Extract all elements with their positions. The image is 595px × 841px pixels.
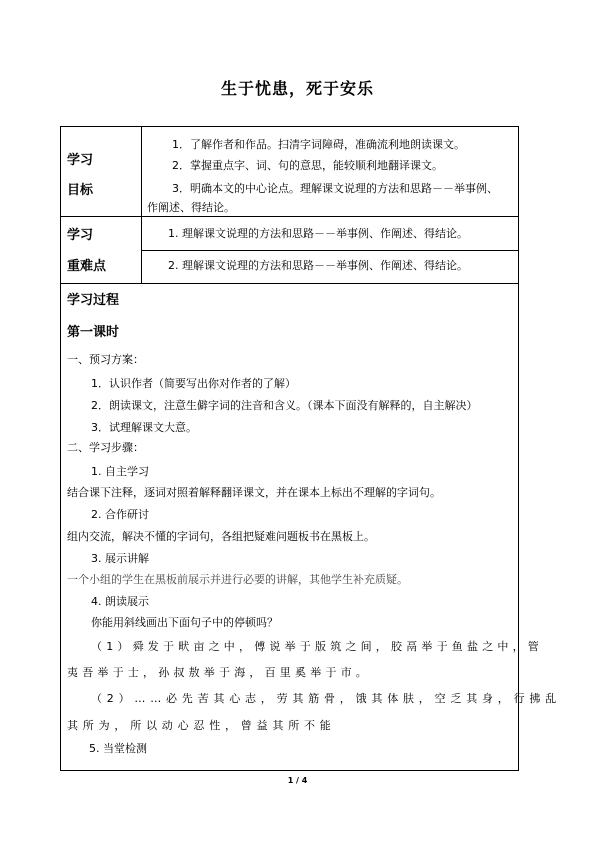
- sentence-2-line1: （2）……必先苦其心志，劳其筋骨，饿其体肤，空乏其身，行拂乱: [91, 692, 561, 705]
- preview-item-3: 3．试理解课文大意。: [91, 421, 197, 434]
- objectives-label-2: 目标: [67, 183, 94, 198]
- preview-heading: 一、预习方案：: [67, 353, 144, 366]
- row-divider-keypoints: [61, 283, 518, 284]
- steps-heading: 二、学习步骤：: [67, 441, 144, 454]
- sentence-2-line2: 其所为，所以动心忍性，曾益其所不能: [67, 719, 336, 732]
- lesson-heading: 第一课时: [67, 325, 120, 340]
- sentence-1-line1: （1）舜发于畎亩之中，傅说举于版筑之间，胶鬲举于鱼盐之中，管: [91, 640, 543, 653]
- row-divider-objectives: [61, 216, 518, 217]
- keypoint-item-1: 1. 理解课文说理的方法和思路－－举事例、作阐述、得结论。: [168, 227, 468, 240]
- step-1-title: 1. 自主学习: [91, 465, 149, 478]
- keypoints-label-1: 学习: [67, 228, 94, 243]
- keypoints-inner-divider: [141, 250, 518, 251]
- keypoints-label-2: 重难点: [67, 259, 107, 274]
- step-1-text: 结合课下注释，逐词对照着解释翻译课文，并在课本上标出不理解的字词句。: [67, 486, 441, 499]
- step-4-question: 你能用斜线画出下面句子中的停顿吗？: [91, 616, 278, 629]
- process-heading: 学习过程: [67, 293, 120, 308]
- keypoint-item-2: 2. 理解课文说理的方法和思路－－举事例、作阐述、得结论。: [168, 259, 468, 272]
- step-5-title: 5. 当堂检测: [89, 742, 147, 755]
- step-3-title: 3. 展示讲解: [91, 552, 149, 565]
- step-2-text: 组内交流，解决不懂的字词句，各组把疑难问题板书在黑板上。: [67, 530, 375, 543]
- step-2-title: 2. 合作研讨: [91, 508, 149, 521]
- step-4-title: 4. 朗读展示: [91, 595, 149, 608]
- objective-item-3-line1: 3．明确本文的中心论点。理解课文说理的方法和思路－－举事例、: [172, 182, 498, 195]
- preview-item-1: 1．认识作者（简要写出你对作者的了解）: [91, 377, 296, 390]
- page-number: 1 / 4: [287, 776, 308, 785]
- sentence-1-line2: 夷吾举于士，孙叔敖举于海，百里奚举于市。: [67, 666, 371, 679]
- column-divider: [141, 127, 142, 283]
- page-title: 生于忧患，死于安乐: [220, 79, 374, 98]
- preview-item-2: 2．朗读课文，注意生僻字词的注音和含义。（课本下面没有解释的，自主解决）: [91, 399, 478, 412]
- objective-item-1: 1．了解作者和作品。扫清字词障碍，准确流利地朗读课文。: [172, 138, 465, 151]
- step-3-text: 一个小组的学生在黑板前展示并进行必要的讲解，其他学生补充质疑。: [67, 573, 408, 586]
- study-plan-table: [60, 126, 561, 771]
- objective-item-3-line2: 作阐述、得结论。: [147, 201, 235, 214]
- objective-item-2: 2．掌握重点字、词、句的意思，能较顺利地翻译课文。: [172, 159, 443, 172]
- objectives-label-1: 学习: [67, 153, 94, 168]
